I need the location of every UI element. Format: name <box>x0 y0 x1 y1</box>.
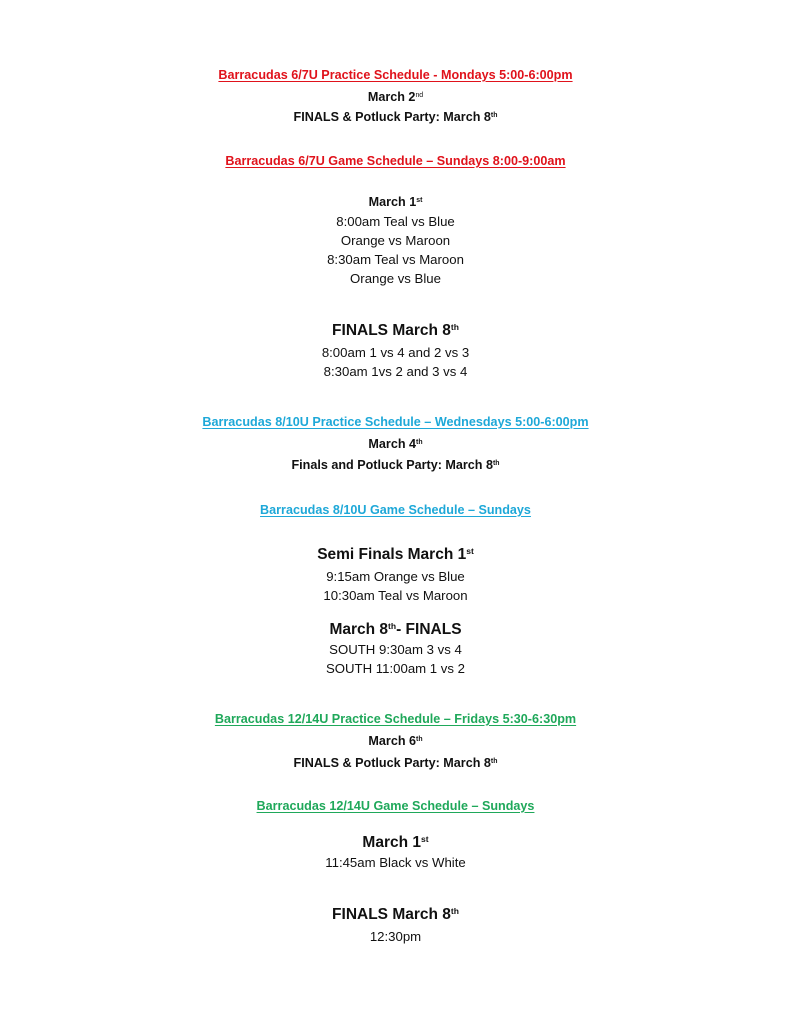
u67-practice-heading: Barracudas 6/7U Practice Schedule - Mondays 5:00-6:00pm <box>218 68 573 82</box>
u1214-game-heading: Barracudas 12/14U Game Schedule – Sundays <box>256 799 535 813</box>
u67-game-day1-title <box>0 196 791 209</box>
u67-practice-finals <box>0 111 791 124</box>
game-line: 8:30am 1vs 2 and 3 vs 4 <box>323 364 468 379</box>
u1214-practice-date <box>0 735 791 748</box>
u1214-finals-title <box>0 907 791 923</box>
ordinal-suffix: st <box>466 545 474 556</box>
finals-text: FINALS March 8 <box>332 322 451 339</box>
date-text: March 6 <box>368 734 417 748</box>
date-text: March 2 <box>367 90 416 104</box>
game-line: 8:00am Teal vs Blue <box>336 214 455 229</box>
game-line: Orange vs Blue <box>350 271 441 286</box>
finals-text: FINALS March 8 <box>332 906 451 923</box>
game-line: 9:15am Orange vs Blue <box>326 569 465 584</box>
finals-text: FINALS & Potluck Party: March 8 <box>293 756 491 770</box>
ordinal-suffix: st <box>416 196 423 204</box>
ordinal-suffix: th <box>450 321 459 332</box>
u810-practice-date <box>0 438 791 451</box>
game-line: 11:45am Black vs White <box>325 855 466 870</box>
u810-semi-title <box>0 547 791 563</box>
game-line: SOUTH 9:30am 3 vs 4 <box>329 642 462 657</box>
date-text: March 1 <box>362 834 421 851</box>
ordinal-suffix: th <box>416 735 423 743</box>
finals-text: FINALS & Potluck Party: March 8 <box>293 110 491 124</box>
u1214-practice-heading: Barracudas 12/14U Practice Schedule – Fridays 5:30-6:30pm <box>214 712 577 726</box>
semi-text: Semi Finals March 1 <box>317 546 467 563</box>
ordinal-suffix: nd <box>415 91 424 99</box>
ordinal-suffix: th <box>493 459 500 467</box>
u67-practice-date <box>0 91 791 104</box>
u1214-practice-finals <box>0 757 791 770</box>
date-text: March 4 <box>368 437 417 451</box>
u1214-day1-title <box>0 835 791 851</box>
ordinal-suffix: th <box>490 111 498 119</box>
u810-game-heading: Barracudas 8/10U Game Schedule – Sundays <box>260 503 531 517</box>
game-line: 12:30pm <box>369 929 422 944</box>
ordinal-suffix: th <box>490 757 498 765</box>
ordinal-suffix: th <box>388 620 397 631</box>
game-line: 8:00am 1 vs 4 and 2 vs 3 <box>321 345 470 360</box>
date-text: March 1 <box>368 195 417 209</box>
finals-date: March 8 <box>329 621 389 638</box>
game-line: Orange vs Maroon <box>340 233 451 248</box>
game-line: 8:30am Teal vs Maroon <box>327 252 464 267</box>
u810-practice-heading: Barracudas 8/10U Practice Schedule – Wednesdays 5:00-6:00pm <box>202 415 589 429</box>
game-line: SOUTH 11:00am 1 vs 2 <box>325 661 465 676</box>
finals-label: - FINALS <box>396 621 462 638</box>
finals-text: Finals and Potluck Party: March 8 <box>291 458 493 472</box>
ordinal-suffix: th <box>450 905 459 916</box>
u810-practice-finals <box>0 459 791 472</box>
ordinal-suffix: st <box>421 833 429 844</box>
u67-game-finals-title <box>0 323 791 339</box>
ordinal-suffix: th <box>416 438 423 446</box>
u810-finals-title <box>0 622 791 638</box>
game-line: 10:30am Teal vs Maroon <box>323 588 468 603</box>
u67-game-heading: Barracudas 6/7U Game Schedule – Sundays 8:00-9:00am <box>225 154 566 168</box>
